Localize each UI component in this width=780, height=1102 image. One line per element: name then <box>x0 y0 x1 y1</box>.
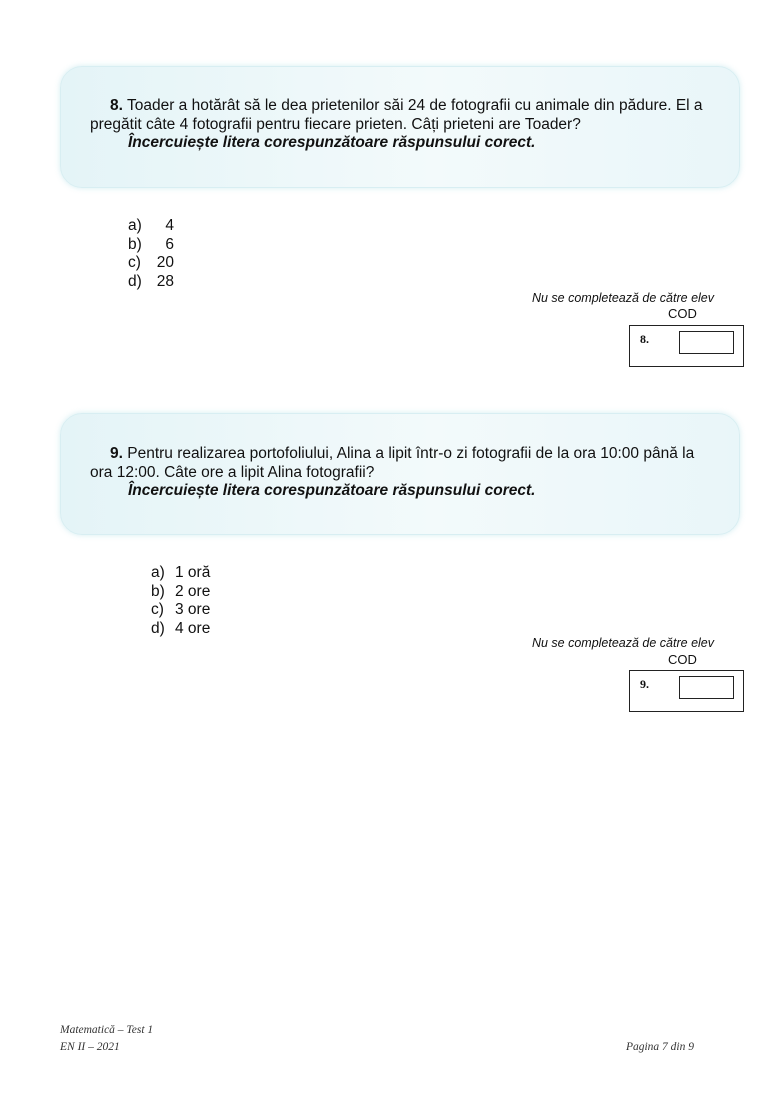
option-value: 4 <box>165 217 174 234</box>
question-9-options <box>151 564 210 638</box>
option-9b[interactable] <box>151 583 210 602</box>
option-value: 4 ore <box>175 619 211 637</box>
question-8-statement: Toader a hotărât să le dea prietenilor săi 24 de fotografii cu animale din pădure. El a pregătit câte 4 fotografii pentru fiecare prieten. Câți prieteni are Toader? <box>90 97 703 133</box>
question-9-code-number: 9. <box>640 677 649 691</box>
option-8a[interactable] <box>128 217 174 236</box>
option-value: 20 <box>156 254 174 271</box>
question-8-code-field <box>679 331 734 354</box>
footer-exam: EN II – 2021 <box>60 1041 120 1053</box>
option-8d[interactable] <box>128 273 174 292</box>
option-letter: a) <box>128 217 142 234</box>
option-9a[interactable] <box>151 564 210 583</box>
option-9d[interactable] <box>151 620 210 639</box>
option-value: 3 ore <box>175 601 211 618</box>
footer-page-number: Pagina 7 din 9 <box>625 1041 694 1053</box>
question-9-text <box>90 445 720 501</box>
question-9-code-box <box>629 670 744 712</box>
question-9-code-field <box>679 676 734 699</box>
option-9c[interactable] <box>151 601 210 620</box>
option-value: 6 <box>165 235 174 253</box>
question-9-note: Nu se completează de către elev <box>531 636 714 650</box>
option-letter: c) <box>128 254 141 271</box>
footer-subject: Matematică – Test 1 <box>60 1024 154 1036</box>
option-letter: a) <box>151 564 165 581</box>
question-8-text <box>90 97 720 153</box>
question-9-cod-label: COD <box>668 652 697 667</box>
question-8-code-box <box>629 325 744 367</box>
question-9-number: 9. <box>110 445 123 462</box>
question-8-cod-label: COD <box>668 306 697 321</box>
question-8-code-number: 8. <box>640 332 649 346</box>
question-9-statement: Pentru realizarea portofoliului, Alina a lipit într-o zi fotografii de la ora 10:00 până la ora 12:00. Câte ore a lipit Alina fotografii? <box>90 445 695 481</box>
option-letter: d) <box>128 272 142 290</box>
option-value: 28 <box>156 272 174 290</box>
option-8b[interactable] <box>128 236 174 255</box>
question-9-instruction: Încercuiește litera corespunzătoare răspunsului corect. <box>128 482 536 499</box>
question-8-note: Nu se completează de către elev <box>531 291 714 305</box>
question-8-number: 8. <box>110 97 123 114</box>
option-8c[interactable] <box>128 254 174 273</box>
question-8-instruction: Încercuiește litera corespunzătoare răspunsului corect. <box>128 134 536 151</box>
option-letter: b) <box>151 582 165 600</box>
option-letter: c) <box>151 601 164 618</box>
option-letter: d) <box>151 619 165 637</box>
option-value: 2 ore <box>175 582 211 600</box>
question-8-options <box>128 217 174 291</box>
option-letter: b) <box>128 235 142 253</box>
option-value: 1 oră <box>175 564 211 581</box>
